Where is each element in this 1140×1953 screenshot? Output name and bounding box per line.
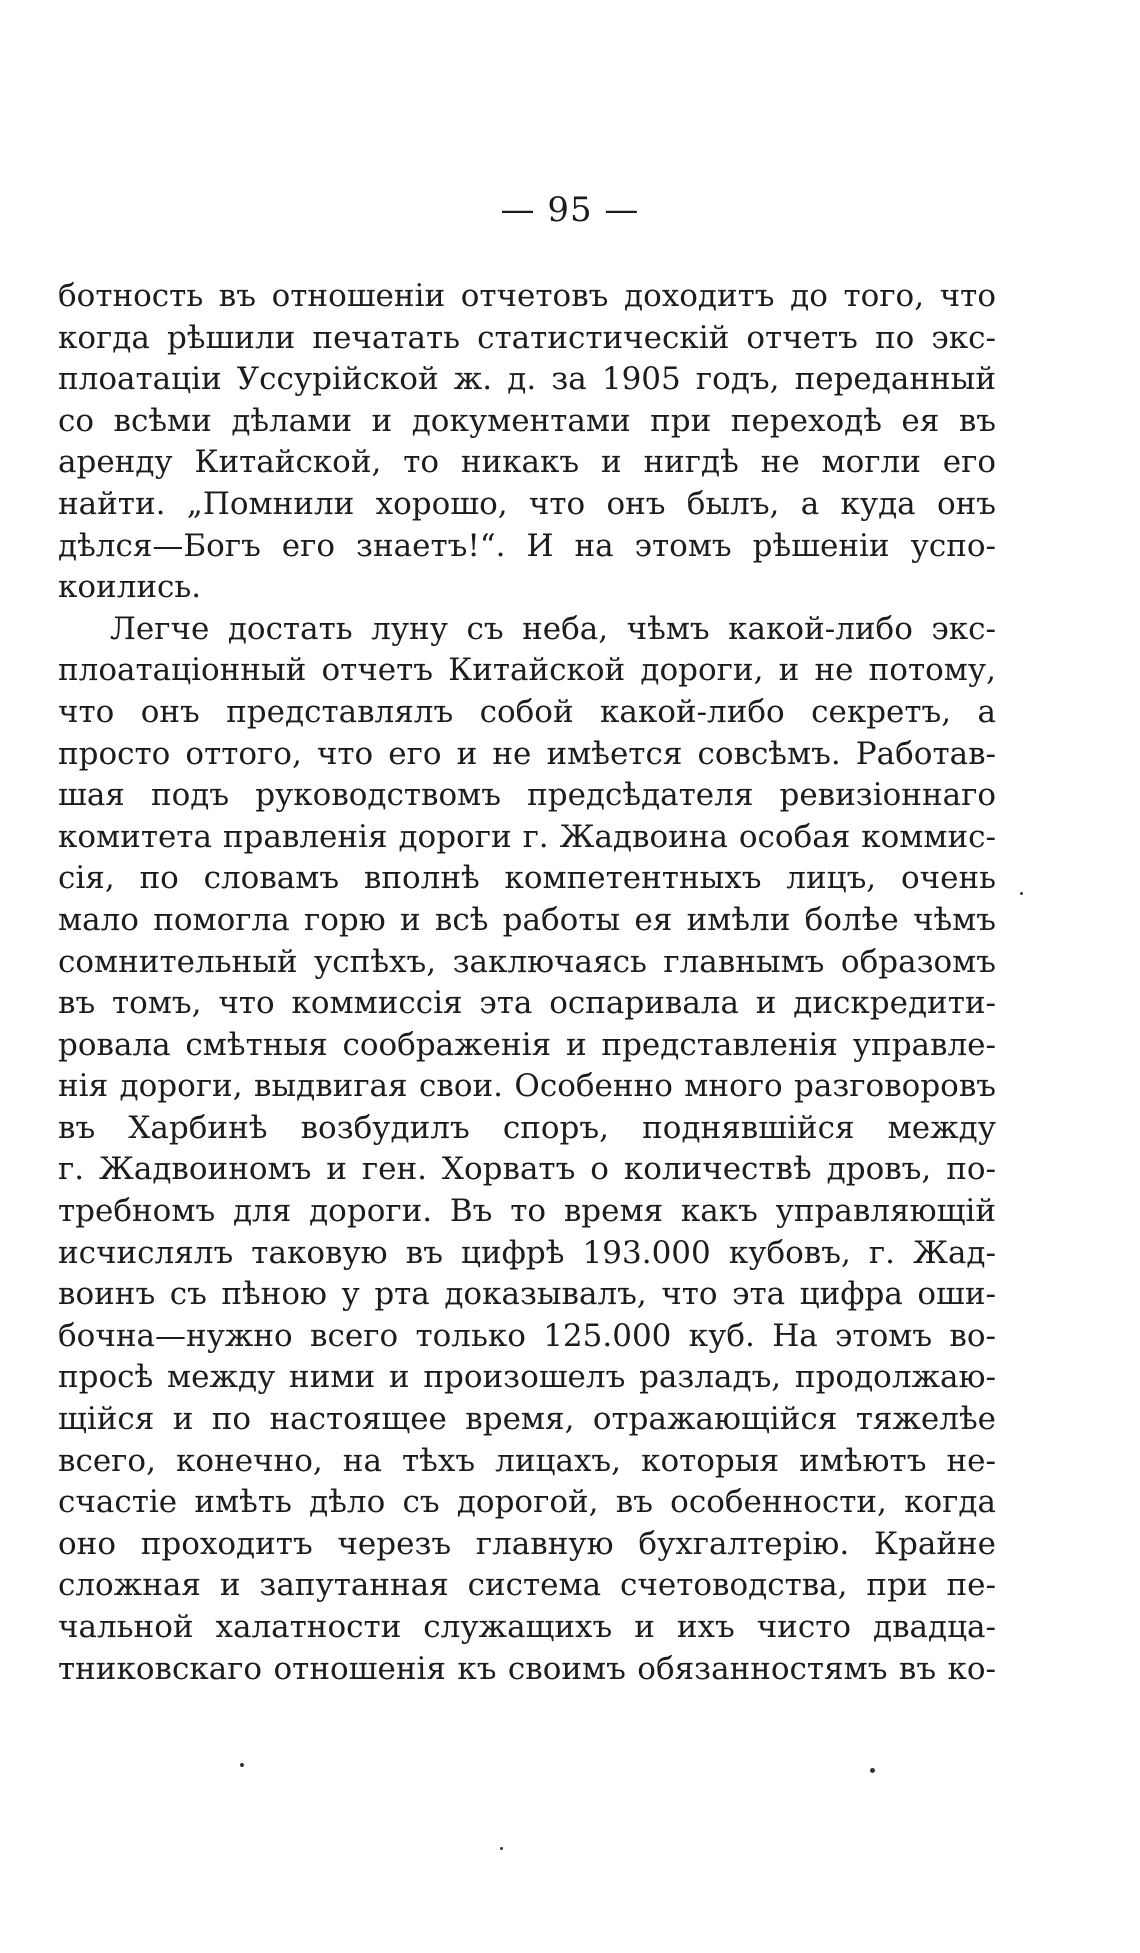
text-line: дѣлся—Богъ его знаетъ!“. И на этомъ рѣшеніи успо- [58,527,996,564]
text-line: оно проходитъ черезъ главную бухгалтерію. Крайне [58,1525,996,1562]
text-line: коились. [58,569,202,606]
text-line: бочна—нужно всего только 125.000 куб. На этомъ во- [58,1317,996,1354]
text-line: счастіе имѣть дѣло съ дорогой, въ особенности, когда [58,1484,996,1521]
text-line: нія дороги, выдвигая свои. Особенно много разговоровъ [58,1068,996,1105]
page-number: — 95 — [500,190,640,230]
text-line: въ томъ, что коммиссія эта оспаривала и дискредити- [58,985,996,1022]
text-line: аренду Китайской, то никакъ и нигдѣ не могли его [58,444,996,481]
text-line: въ Харбинѣ возбудилъ споръ, поднявшійся между [58,1109,996,1146]
text-line: исчислялъ таковую въ цифрѣ 193.000 кубовъ, г. Жад- [58,1234,996,1271]
text-line: требномъ для дороги. Въ то время какъ управляющій [58,1193,996,1230]
text-line: щійся и по настоящее время, отражающійся тяжелѣе [58,1401,996,1438]
text-line: просѣ между ними и произошелъ разладъ, продолжаю- [58,1359,996,1396]
text-line: шая подъ руководствомъ предсѣдателя ревизіоннаго [58,777,996,814]
text-line: ровала смѣтныя соображенія и представленія управле- [58,1026,996,1063]
text-line: плоатаціонный отчетъ Китайской дороги, и не потому, [58,652,996,689]
text-line: мало помогла горю и всѣ работы ея имѣли болѣе чѣмъ [58,901,996,938]
text-line: Легче достать луну съ неба, чѣмъ какой-либо экс- [110,610,996,647]
text-line: всего, конечно, на тѣхъ лицахъ, которыя имѣютъ не- [58,1442,996,1479]
print-speck [240,1763,244,1767]
text-line: что онъ представлялъ собой какой-либо секретъ, а [58,693,996,730]
text-line: плоатаціи Уссурійской ж. д. за 1905 годъ, переданный [58,361,996,398]
text-line: сія, по словамъ вполнѣ компетентныхъ лицъ, очень [58,860,996,897]
text-line: сомнительный успѣхъ, заключаясь главнымъ образомъ [58,943,996,980]
text-line: просто оттого, что его и не имѣется совсѣмъ. Работав- [58,735,996,772]
text-line: чальной халатности служащихъ и ихъ чисто двадца- [58,1609,996,1645]
text-line: комитета правленія дороги г. Жадвоина особая коммис- [58,818,996,855]
text-line: тниковскаго отношенія къ своимъ обязанностямъ въ ко- [58,1650,996,1687]
paragraph-1 [58,276,996,609]
body-text [58,276,996,1690]
text-line: воинъ съ пѣною у рта доказывалъ, что эта цифра оши- [58,1276,996,1313]
text-line: ботность въ отношеніи отчетовъ доходитъ до того, что [58,278,996,314]
paragraph-2 [58,609,996,1690]
print-speck [500,1847,503,1850]
text-line: найти. „Помнили хорошо, что онъ былъ, а куда онъ [58,485,996,522]
text-line: когда рѣшили печатать статистическій отчетъ по экс- [58,319,996,356]
print-speck [870,1768,875,1773]
text-line: сложная и запутанная система счетоводства, при пе- [58,1567,996,1604]
print-speck [1020,892,1023,895]
text-line: г. Жадвоиномъ и ген. Хорватъ о количествѣ дровъ, по- [58,1151,996,1188]
text-line: со всѣми дѣлами и документами при переходѣ ея въ [58,402,996,439]
